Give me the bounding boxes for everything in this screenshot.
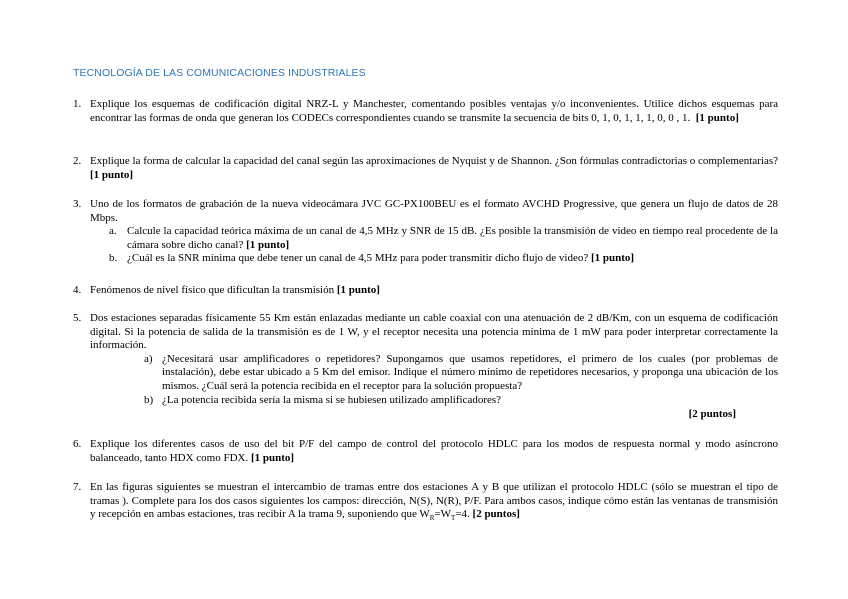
question-number: 7. [73,481,82,493]
subquestion-label: a. [109,225,117,238]
subquestion-a [109,225,778,252]
question-text: Explique los diferentes casos de uso del bit P/F del campo de control del protocolo HDLC para los modos de respuesta normal y modo asíncrono balanceado, tanto HDX como FDX. [90,438,778,464]
question-text: Fenómenos de nivel físico que dificultan la transmisión [90,284,335,296]
subquestion-text: ¿Cuál es la SNR mínima que debe tener un canal de 4,5 MHz para poder transmitir dicho flujo de video? [127,252,589,265]
question-2 [73,155,778,182]
question-text: Explique los esquemas de codificación digital NRZ-L y Manchester, comentando posibles ventajas y/o inconvenientes. Utilice dichos esquemas para encontrar las formas de onda que generan los CODECs correspondientes cuando se transmite la secuencia de bits 0, 1, 0, 1, 1, 1, 0, 0 , 1. [90,98,778,124]
subscript-t: T [451,514,456,523]
question-number: 2. [73,155,82,167]
question-6 [73,438,778,465]
question-number: 6. [73,438,82,450]
question-points: [1 punto] [90,168,134,181]
question-3 [73,198,778,266]
question-text: En las figuras siguientes se muestran el intercambio de tramas entre dos estaciones A y B que utilizan el protocolo HDLC (sólo se muestran el tipo de tramas ). Complete para los dos casos siguientes los campos: dirección, N(S), N(R), P/F. Para ambos casos, indique cómo están las ventanas de transmisión y recepción en ambas estaciones, tras recibir A la trama 9, suponiendo que W [90,481,778,521]
subquestion-a [144,352,778,394]
subquestion-b [109,252,778,266]
subquestion-text: Calcule la capacidad teórica máxima de un canal de 4,5 MHz y SNR de 15 dB. ¿Es posible la transmisión de video en tiempo real procedente de la cámara sobre dicho canal? [127,225,778,251]
question-5 [73,312,778,422]
document-title: TECNOLOGÍA DE LAS COMUNICACIONES INDUSTRIALES [73,67,366,79]
subquestion-points: [1 punto] [591,252,635,265]
subquestion-text: ¿Necesitará usar amplificadores o repetidores? Supongamos que usamos repetidores, el primero de los cuales (por problemas de instalación), debe estar ubicado a 5 Km del emisor. Indique el número mínimo de repetidores necesarios, y proponga una ubicación de los mismos. ¿Cuál será la potencia recibida en el receptor para la solución propuesta? [162,352,778,392]
question-number: 5. [73,312,82,324]
question-4 [73,284,778,298]
window-eq: =W [434,508,452,521]
question-text: Dos estaciones separadas físicamente 55 Km están enlazadas mediante un cable coaxial con una atenuación de 2 dB/Km, con un esquema de codificación digital. Si la potencia de salida de la transmisión es de 1 W, y el receptor necesita una potencia mínima de 1 mW para poder interpretar correctamente la información. [90,312,778,352]
subquestion-b [144,393,778,408]
question-number: 3. [73,198,82,210]
subscript-r: R [429,514,435,523]
subquestion-text: ¿La potencia recibida sería la misma si se hubiesen utilizado amplificadores? [162,393,502,406]
question-7 [73,481,778,522]
question-points: [1 punto] [336,284,380,296]
subquestion-points: [1 punto] [246,238,290,251]
question-points: [1 punto] [695,111,739,124]
subquestion-label: b. [109,252,118,265]
question-text: Explique la forma de calcular la capacidad del canal según las aproximaciones de Nyquist y de Shannon. ¿Son fórmulas contradictorias o complementarias? [90,155,778,167]
question-points: [2 puntos] [472,508,520,521]
window-value: =4. [455,508,470,521]
question-number: 4. [73,284,82,296]
question-number: 1. [73,98,82,110]
question-points: [2 puntos] [688,408,736,421]
question-text: Uno de los formatos de grabación de la nueva videocámara JVC GC-PX100BEU es el formato AVCHD Progressive, que genera un flujo de datos de 28 Mbps. [90,198,778,224]
subquestion-label: a) [144,352,153,365]
subquestion-label: b) [144,393,154,406]
question-points: [1 punto] [251,451,295,464]
question-1 [73,98,778,125]
